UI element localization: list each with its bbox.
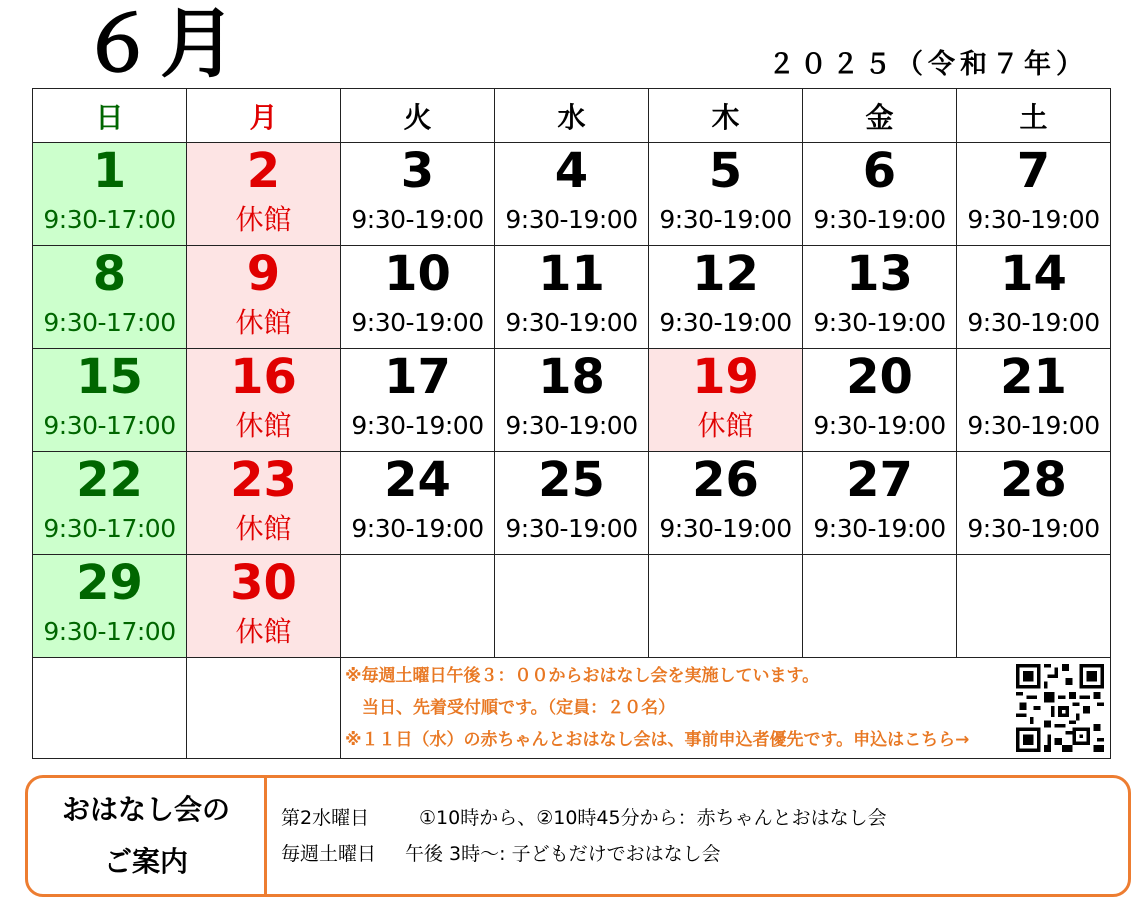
day-cell	[33, 349, 187, 452]
calendar-week-row	[33, 143, 1111, 246]
notes-blank-cell	[187, 658, 341, 759]
day-number: 8	[92, 246, 127, 302]
day-cell	[187, 349, 341, 452]
day-number: 16	[230, 349, 297, 405]
day-number: 18	[538, 349, 605, 405]
day-cell	[341, 246, 495, 349]
opening-hours: 9:30-19:00	[813, 514, 946, 543]
note-line: 当日、先着受付順です。（定員：２０名）	[345, 698, 676, 718]
opening-hours: 9:30-19:00	[351, 308, 484, 337]
day-number: 9	[246, 246, 281, 302]
day-cell	[33, 452, 187, 555]
opening-hours: 9:30-19:00	[351, 411, 484, 440]
calendar-week-row	[33, 555, 1111, 658]
guide-row-what: ①10時から、②10時45分から：赤ちゃんとおはなし会	[419, 807, 887, 829]
notes-blank-cell	[33, 658, 187, 759]
opening-hours: 9:30-19:00	[967, 411, 1100, 440]
day-number: 27	[846, 452, 913, 508]
day-number: 24	[384, 452, 451, 508]
day-cell	[341, 349, 495, 452]
day-number: 29	[76, 555, 143, 611]
day-cell	[803, 246, 957, 349]
day-number: 1	[92, 143, 127, 199]
empty-day-cell	[495, 555, 649, 658]
guide-row	[281, 836, 887, 872]
weekday-header: 火	[341, 89, 495, 143]
day-cell	[957, 246, 1111, 349]
empty-day-cell	[803, 555, 957, 658]
day-cell	[33, 143, 187, 246]
day-number: 13	[846, 246, 913, 302]
guide-row-when: 毎週土曜日	[281, 843, 377, 865]
day-cell	[957, 349, 1111, 452]
note-line: ※毎週土曜日午後３：００からおはなし会を実施しています。	[345, 666, 820, 686]
day-cell	[187, 143, 341, 246]
day-number: 30	[230, 555, 297, 611]
calendar-week-row	[33, 452, 1111, 555]
guide-title	[28, 778, 267, 894]
opening-hours: 9:30-17:00	[43, 514, 176, 543]
opening-hours: 9:30-17:00	[43, 205, 176, 234]
day-number: 28	[1000, 452, 1067, 508]
day-cell	[649, 143, 803, 246]
opening-hours: 9:30-19:00	[351, 205, 484, 234]
day-number: 14	[1000, 246, 1067, 302]
day-cell	[803, 349, 957, 452]
day-number: 11	[538, 246, 605, 302]
day-cell	[495, 143, 649, 246]
day-cell	[341, 452, 495, 555]
day-cell	[495, 452, 649, 555]
day-cell	[957, 452, 1111, 555]
closed-label: 休館	[235, 306, 292, 339]
day-number: 6	[862, 143, 897, 199]
day-number: 12	[692, 246, 759, 302]
day-cell	[803, 143, 957, 246]
opening-hours: 9:30-17:00	[43, 411, 176, 440]
day-number: 25	[538, 452, 605, 508]
year-label: ２０２５（令和７年）	[768, 49, 1088, 80]
opening-hours: 9:30-19:00	[813, 205, 946, 234]
weekday-header: 金	[803, 89, 957, 143]
day-number: 2	[246, 143, 281, 199]
opening-hours: 9:30-17:00	[43, 617, 176, 646]
day-number: 22	[76, 452, 143, 508]
opening-hours: 9:30-19:00	[659, 308, 792, 337]
day-cell	[957, 143, 1111, 246]
day-number: 4	[554, 143, 589, 199]
empty-day-cell	[341, 555, 495, 658]
guide-body	[267, 778, 887, 894]
notes-row	[33, 658, 1111, 759]
opening-hours: 9:30-19:00	[967, 514, 1100, 543]
calendar-week-row	[33, 349, 1111, 452]
day-number: 20	[846, 349, 913, 405]
month-title: ６月	[80, 0, 240, 88]
opening-hours: 9:30-19:00	[813, 308, 946, 337]
empty-day-cell	[957, 555, 1111, 658]
note-line: ※１１日（水）の赤ちゃんとおはなし会は、事前申込者優先です。申込はこちら→	[345, 730, 970, 750]
calendar-table	[32, 88, 1111, 759]
empty-day-cell	[649, 555, 803, 658]
day-cell	[649, 246, 803, 349]
opening-hours: 9:30-19:00	[505, 514, 638, 543]
day-number: 15	[76, 349, 143, 405]
day-number: 21	[1000, 349, 1067, 405]
day-number: 19	[692, 349, 759, 405]
day-cell	[33, 246, 187, 349]
guide-title-line: ご案内	[103, 845, 188, 878]
guide-row	[281, 800, 887, 836]
day-number: 5	[708, 143, 743, 199]
opening-hours: 9:30-19:00	[659, 205, 792, 234]
day-cell	[33, 555, 187, 658]
qr-code-icon[interactable]	[1016, 664, 1104, 752]
day-number: 23	[230, 452, 297, 508]
day-cell	[187, 555, 341, 658]
day-cell	[187, 246, 341, 349]
day-number: 3	[400, 143, 435, 199]
day-number: 10	[384, 246, 451, 302]
closed-label: 休館	[235, 409, 292, 442]
day-cell	[187, 452, 341, 555]
opening-hours: 9:30-19:00	[505, 411, 638, 440]
weekday-header: 日	[33, 89, 187, 143]
closed-label: 休館	[235, 203, 292, 236]
closed-label: 休館	[235, 615, 292, 648]
opening-hours: 9:30-19:00	[967, 205, 1100, 234]
opening-hours: 9:30-19:00	[813, 411, 946, 440]
storytime-guide-box	[25, 775, 1131, 897]
day-cell	[649, 349, 803, 452]
weekday-header: 月	[187, 89, 341, 143]
day-number: 26	[692, 452, 759, 508]
weekday-header: 土	[957, 89, 1111, 143]
calendar-body	[33, 143, 1111, 658]
day-cell	[341, 143, 495, 246]
opening-hours: 9:30-19:00	[659, 514, 792, 543]
opening-hours: 9:30-17:00	[43, 308, 176, 337]
day-number: 7	[1016, 143, 1051, 199]
guide-title-line: おはなし会の	[61, 793, 230, 826]
notes-cell	[341, 658, 1111, 759]
day-cell	[803, 452, 957, 555]
opening-hours: 9:30-19:00	[351, 514, 484, 543]
guide-row-when: 第2水曜日	[281, 807, 370, 829]
calendar-week-row	[33, 246, 1111, 349]
opening-hours: 9:30-19:00	[505, 308, 638, 337]
closed-label: 休館	[235, 512, 292, 545]
weekday-header-row	[33, 89, 1111, 143]
opening-hours: 9:30-19:00	[505, 205, 638, 234]
day-cell	[495, 349, 649, 452]
opening-hours: 9:30-19:00	[967, 308, 1100, 337]
weekday-header: 水	[495, 89, 649, 143]
guide-row-what: 午後 3時～: 子どもだけでおはなし会	[405, 843, 721, 865]
weekday-header: 木	[649, 89, 803, 143]
day-cell	[495, 246, 649, 349]
closed-label: 休館	[697, 409, 754, 442]
day-cell	[649, 452, 803, 555]
day-number: 17	[384, 349, 451, 405]
